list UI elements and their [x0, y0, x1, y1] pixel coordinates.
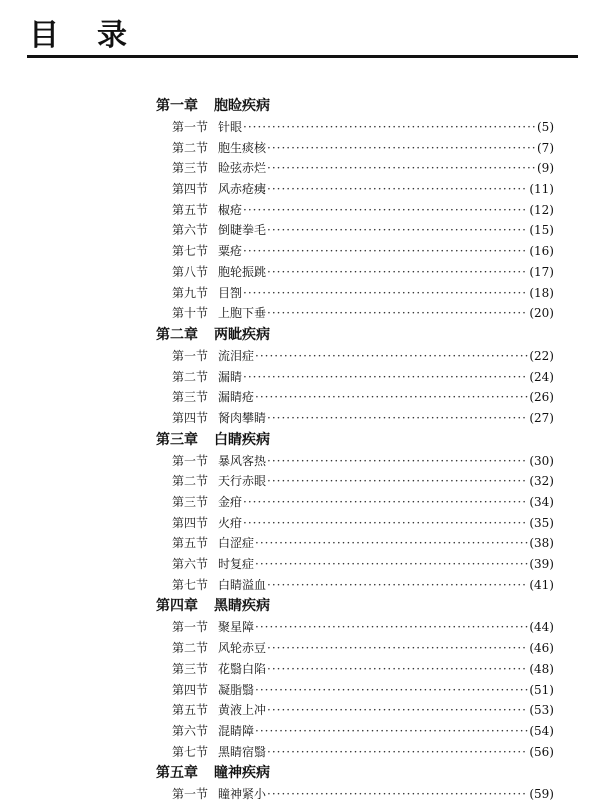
- dot-leader: [267, 262, 528, 283]
- section-number: 第三节: [172, 495, 209, 509]
- dot-leader: [255, 554, 528, 575]
- toc-entry[interactable]: [154, 367, 554, 388]
- toc-entry[interactable]: [154, 179, 554, 200]
- toc-entry[interactable]: [154, 138, 554, 159]
- section-title: 胞轮振跳: [218, 264, 267, 279]
- page-number: (12): [529, 202, 554, 217]
- section-title: 针眼: [218, 120, 243, 134]
- toc-entry[interactable]: [154, 451, 554, 472]
- page-number: (17): [529, 264, 554, 279]
- section-number: 第十节: [172, 306, 209, 321]
- section-number: 第一节: [172, 453, 209, 468]
- section-number: 第三节: [172, 390, 209, 405]
- section-number: 第二节: [172, 369, 209, 384]
- section-title: 漏睛: [218, 369, 243, 384]
- dot-leader: [243, 367, 528, 388]
- dot-leader: [255, 533, 528, 554]
- dot-leader: [243, 283, 528, 304]
- page-number: (30): [529, 453, 554, 468]
- section-title: 倒睫拳毛: [218, 223, 267, 238]
- section-title: 瞳神紧小: [218, 787, 267, 802]
- page-number: (16): [529, 244, 554, 259]
- page-number: (51): [529, 682, 554, 697]
- toc-entry[interactable]: [154, 241, 554, 262]
- page-number: (7): [537, 140, 554, 155]
- section-number: 第七节: [172, 577, 209, 592]
- toc-entry[interactable]: [154, 784, 554, 805]
- page-number: (24): [529, 369, 554, 384]
- dot-leader: [267, 179, 528, 200]
- page-number: (18): [529, 285, 554, 300]
- chapter-title: 瞳神疾病: [214, 765, 270, 782]
- chapter-number: 第四章: [156, 598, 198, 615]
- dot-leader: [267, 303, 528, 324]
- dot-leader: [267, 158, 536, 179]
- dot-leader: [243, 117, 536, 138]
- dot-leader: [267, 575, 528, 596]
- section-number: 第六节: [172, 557, 209, 572]
- toc-entry[interactable]: [154, 680, 554, 701]
- page-number: (53): [529, 703, 554, 718]
- toc-entry[interactable]: [154, 262, 554, 283]
- toc-entry[interactable]: [154, 638, 554, 659]
- section-title: 花翳白陷: [218, 661, 267, 676]
- section-title: 风赤疮痍: [218, 182, 267, 197]
- section-number: 第九节: [172, 285, 209, 300]
- toc-entry[interactable]: [154, 283, 554, 304]
- toc-entry[interactable]: [154, 471, 554, 492]
- toc-entry[interactable]: [154, 659, 554, 680]
- section-number: 第六节: [172, 723, 209, 738]
- page-number: (59): [529, 787, 554, 802]
- section-title: 上胞下垂: [218, 306, 267, 321]
- toc-entry[interactable]: [154, 533, 554, 554]
- section-title: 胞生痰核: [218, 140, 267, 155]
- dot-leader: [243, 200, 528, 221]
- section-title: 混睛障: [218, 723, 255, 738]
- page-number: (9): [537, 161, 554, 176]
- page-number: (15): [529, 223, 554, 238]
- section-number: 第五节: [172, 703, 209, 718]
- page-number: (27): [529, 410, 554, 425]
- section-title: 睑弦赤烂: [218, 161, 267, 176]
- chapter-title: 黑睛疾病: [214, 598, 270, 615]
- toc-entry[interactable]: [154, 513, 554, 534]
- dot-leader: [267, 659, 528, 680]
- page-number: (11): [529, 182, 554, 197]
- toc-entry[interactable]: [154, 554, 554, 575]
- toc-entry[interactable]: [154, 158, 554, 179]
- toc-entry[interactable]: [154, 700, 554, 721]
- toc-entry[interactable]: [154, 303, 554, 324]
- dot-leader: [255, 680, 528, 701]
- dot-leader: [267, 138, 536, 159]
- section-title: 聚星障: [218, 620, 255, 635]
- section-title: 金疳: [218, 495, 243, 509]
- section-title: 凝脂翳: [218, 682, 255, 697]
- chapter-heading[interactable]: [154, 595, 554, 617]
- toc-entry[interactable]: [154, 346, 554, 367]
- section-title: 流泪症: [218, 348, 255, 363]
- page-number: (38): [529, 536, 554, 551]
- section-number: 第五节: [172, 536, 209, 551]
- toc-entry[interactable]: [154, 117, 554, 138]
- chapter-title: 两眦疾病: [214, 326, 270, 343]
- page-number: (48): [529, 661, 554, 676]
- page-number: (56): [529, 744, 554, 759]
- page-number: (54): [529, 723, 554, 738]
- section-title: 漏睛疮: [218, 390, 255, 405]
- section-title: 白睛溢血: [218, 577, 267, 592]
- chapter-number: 第五章: [156, 765, 198, 782]
- section-title: 时复症: [218, 557, 255, 572]
- dot-leader: [255, 617, 528, 638]
- page-number: (5): [537, 120, 554, 134]
- chapter-number: 第三章: [156, 431, 198, 448]
- toc-entry[interactable]: [154, 408, 554, 429]
- toc-entry[interactable]: [154, 387, 554, 408]
- section-number: 第四节: [172, 182, 209, 197]
- section-title: 胬肉攀睛: [218, 410, 267, 425]
- page-number: (26): [529, 390, 554, 405]
- section-number: 第六节: [172, 223, 209, 238]
- dot-leader: [243, 492, 528, 513]
- section-title: 粟疮: [218, 244, 243, 259]
- dot-leader: [267, 408, 528, 429]
- chapter-heading[interactable]: [154, 762, 554, 784]
- section-title: 黑睛宿翳: [218, 744, 267, 759]
- section-number: 第一节: [172, 787, 209, 802]
- page-number: (41): [529, 577, 554, 592]
- dot-leader: [243, 241, 528, 262]
- section-number: 第七节: [172, 744, 209, 759]
- section-title: 椒疮: [218, 202, 243, 217]
- page-number: (39): [529, 557, 554, 572]
- toc-entry[interactable]: [154, 742, 554, 763]
- section-title: 天行赤眼: [218, 474, 267, 489]
- chapter-heading[interactable]: [154, 95, 554, 117]
- dot-leader: [255, 721, 528, 742]
- page-number: (32): [529, 474, 554, 489]
- chapter-number: 第二章: [156, 326, 198, 343]
- title-rule: [27, 55, 578, 58]
- chapter-title: 白睛疾病: [214, 431, 270, 448]
- dot-leader: [267, 742, 528, 763]
- page-number: (20): [529, 306, 554, 321]
- section-number: 第一节: [172, 120, 209, 134]
- dot-leader: [267, 220, 528, 241]
- section-number: 第四节: [172, 410, 209, 425]
- section-number: 第三节: [172, 661, 209, 676]
- section-number: 第四节: [172, 682, 209, 697]
- toc-entry[interactable]: [154, 575, 554, 596]
- section-number: 第八节: [172, 264, 209, 279]
- toc-entry[interactable]: [154, 721, 554, 742]
- toc-entry[interactable]: [154, 220, 554, 241]
- dot-leader: [255, 346, 528, 367]
- section-number: 第七节: [172, 244, 209, 259]
- section-title: 火疳: [218, 515, 243, 530]
- table-of-contents: [154, 95, 554, 805]
- section-number: 第一节: [172, 348, 209, 363]
- section-number: 第一节: [172, 620, 209, 635]
- chapter-number: 第一章: [156, 98, 198, 114]
- dot-leader: [255, 387, 528, 408]
- page-number: (35): [529, 515, 554, 530]
- dot-leader: [267, 471, 528, 492]
- chapter-heading[interactable]: [154, 429, 554, 451]
- page-title: 目录: [29, 18, 165, 53]
- section-number: 第二节: [172, 474, 209, 489]
- page-number: (22): [529, 348, 554, 363]
- dot-leader: [267, 700, 528, 721]
- section-title: 黄液上冲: [218, 703, 267, 718]
- chapter-title: 胞睑疾病: [214, 98, 270, 114]
- dot-leader: [267, 784, 528, 805]
- section-number: 第三节: [172, 161, 209, 176]
- page-number: (46): [529, 641, 554, 656]
- chapter-heading[interactable]: [154, 324, 554, 346]
- toc-entry[interactable]: [154, 492, 554, 513]
- section-title: 风轮赤豆: [218, 641, 267, 656]
- section-number: 第四节: [172, 515, 209, 530]
- section-title: 暴风客热: [218, 453, 267, 468]
- section-title: 目劄: [218, 285, 243, 300]
- section-title: 白涩症: [218, 536, 255, 551]
- toc-entry[interactable]: [154, 200, 554, 221]
- section-number: 第二节: [172, 641, 209, 656]
- page-number: (44): [529, 620, 554, 635]
- section-number: 第五节: [172, 202, 209, 217]
- dot-leader: [267, 638, 528, 659]
- section-number: 第二节: [172, 140, 209, 155]
- page-number: (34): [529, 495, 554, 509]
- dot-leader: [267, 451, 528, 472]
- dot-leader: [243, 513, 528, 534]
- toc-entry[interactable]: [154, 617, 554, 638]
